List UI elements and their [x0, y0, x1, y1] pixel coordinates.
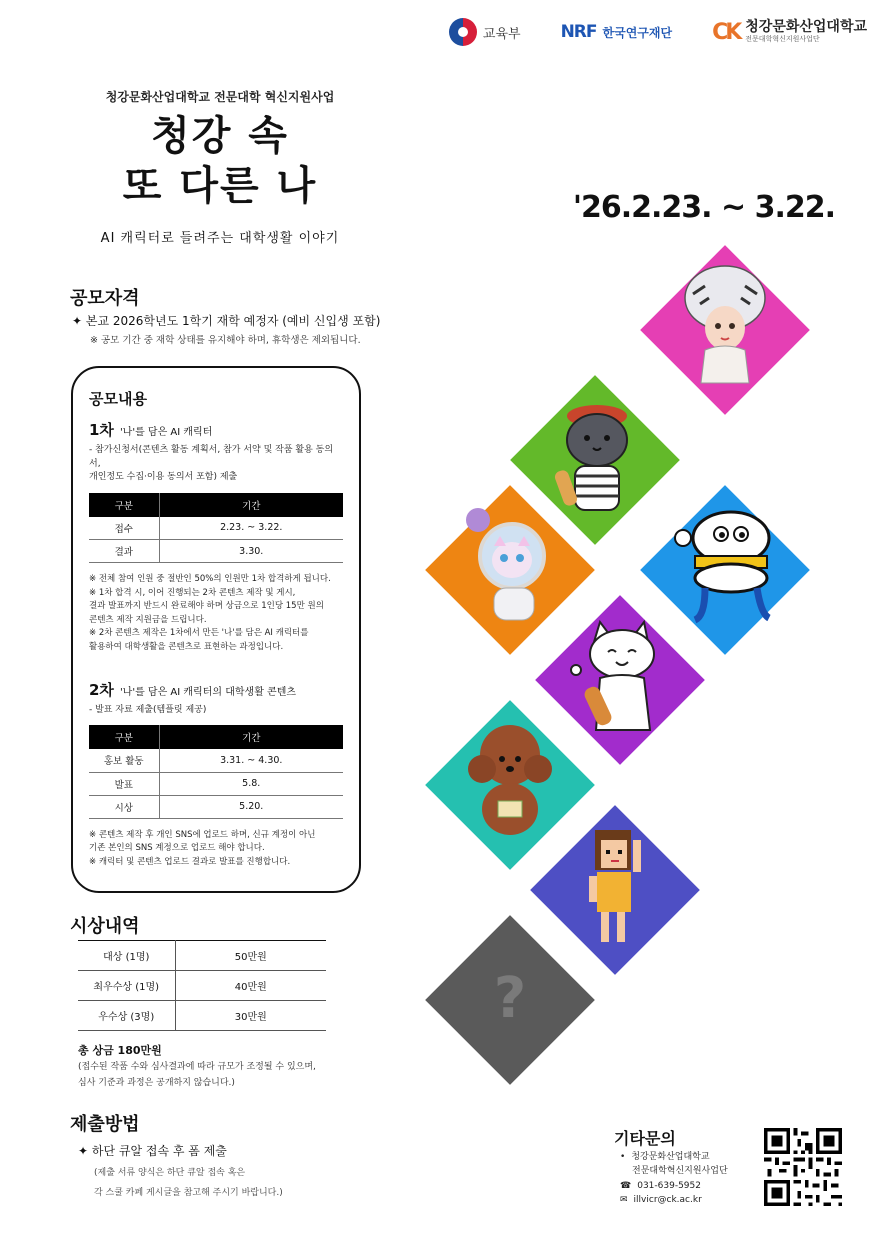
contact-org-line: 청강문화산업대학교: [631, 1152, 710, 1162]
table-cell: 결과: [89, 540, 159, 563]
contents-box: [71, 366, 361, 893]
round1-desc: [89, 444, 343, 485]
ck-sub: 전문대학혁신지원사업단: [745, 34, 820, 43]
award-amount: 50만원: [175, 941, 326, 971]
eligibility-text: 본교 2026학년도 1학기 재학 예정자 (예비 신입생 포함): [85, 314, 381, 328]
table-row: [89, 517, 343, 540]
submission-note: [94, 1164, 283, 1204]
table-row: [89, 540, 343, 563]
org-line: 청강문화산업대학교 전문대학 혁신지원사업: [105, 90, 335, 104]
prize-note: [78, 1060, 316, 1092]
note-line: 결과 발표까지 반드시 완료해야 하며 상금으로 1인당 15만 원의: [89, 601, 324, 612]
phone-number: 031-639-5952: [637, 1180, 701, 1191]
round2-notes: [89, 829, 343, 870]
contact-org-line: 전문대학혁신지원사업단: [632, 1166, 728, 1177]
note-line: 콘텐츠 제작 지원금을 드립니다.: [89, 614, 207, 625]
title-block: [70, 88, 370, 246]
award-name: 최우수상 (1명): [78, 971, 175, 1001]
round1-desc-line: - 참가신청서(콘텐츠 활동 계획서, 참가 서약 및 작품 활용 동의서,: [89, 445, 334, 469]
submission-item: [78, 1142, 227, 1159]
table-header: 구분: [89, 493, 159, 517]
table-row: [78, 971, 326, 1001]
round1-num: 1차: [89, 421, 114, 439]
note-line: 기존 본인의 SNS 계정으로 업로드 해야 합니다.: [89, 843, 265, 854]
date-range: '26.2.23. ~ 3.22.: [572, 190, 835, 225]
award-amount: 30만원: [175, 1001, 326, 1031]
burger-character-illustration: [665, 498, 785, 628]
contact-list: [620, 1150, 728, 1208]
note-line: ※ 캐릭터 및 콘텐츠 업로드 결과로 발표를 진행합니다.: [89, 856, 291, 867]
table-cell: 5.8.: [159, 772, 343, 795]
table-cell: 시상: [89, 795, 159, 818]
awards-table: [78, 940, 326, 1031]
award-name: 우수상 (3명): [78, 1001, 175, 1031]
round1-heading: [89, 419, 343, 440]
round1-name: '나'를 담은 AI 캐릭터: [119, 427, 213, 438]
note-line: 활용하여 대학생활을 콘텐츠로 표현하는 과정입니다.: [89, 641, 284, 652]
pixel-girl-illustration: [555, 818, 675, 948]
moe-logo: [449, 18, 521, 46]
phone-icon: ☎: [620, 1180, 632, 1191]
table-row: [89, 795, 343, 818]
contact-email[interactable]: [620, 1193, 728, 1207]
table-cell: 2.23. ~ 3.22.: [159, 517, 343, 540]
title-line-1: 청강 속: [151, 113, 289, 159]
table-header: 구분: [89, 725, 159, 749]
prize-note-line: 심사 기준과 과정은 공개하지 않습니다.): [78, 1077, 235, 1088]
round1-notes: [89, 573, 343, 655]
note-line: ※ 1차 합격 시, 이어 진행되는 2차 콘텐츠 제작 및 게시,: [89, 587, 296, 598]
round2-num: 2차: [89, 680, 114, 699]
contents-title: 공모내용: [89, 390, 147, 408]
note-line: ※ 2차 콘텐츠 제작은 1차에서 만든 '나'를 담은 AI 캐릭터를: [89, 628, 309, 639]
sparkle-icon: ✦: [78, 1144, 89, 1158]
nrf-mark: NRF: [560, 22, 597, 42]
contact-title: 기타문의: [614, 1129, 676, 1148]
header-logos: [449, 18, 867, 46]
note-line: ※ 전체 참여 인원 중 절반인 50%의 인원만 1차 합격하게 됩니다.: [89, 574, 331, 584]
note-line: ※ 콘텐츠 제작 후 개인 SNS에 업로드 하며, 신규 계정이 아닌: [89, 829, 316, 840]
round2-name: '나'를 담은 AI 캐릭터의 대학생활 콘텐츠: [119, 686, 297, 698]
table-cell: 발표: [89, 772, 159, 795]
poodle-illustration: [450, 713, 570, 843]
table-cell: 5.20.: [159, 795, 343, 818]
eligibility-title: 공모자격: [70, 288, 140, 309]
nrf-label: 한국연구재단: [602, 25, 673, 40]
award-name: 대상 (1명): [78, 941, 175, 971]
table-header: 기간: [159, 725, 343, 749]
table-row: [89, 772, 343, 795]
table-row: [89, 749, 343, 772]
title-line-2: 또 다른 나: [122, 163, 318, 209]
ck-mark: CK: [712, 19, 740, 45]
eligibility-item: [72, 312, 380, 329]
contact-phone: [620, 1179, 728, 1193]
bullet-icon: •: [620, 1152, 626, 1162]
round2-heading: [89, 679, 343, 700]
submission-text: 하단 큐알 접속 후 폼 제출: [91, 1144, 227, 1158]
eligibility-note: ※ 공모 기간 중 재학 상태를 유지해야 하며, 휴학생은 제외됩니다.: [90, 335, 361, 346]
page-title: [70, 111, 370, 211]
table-row: [78, 941, 326, 971]
question-mark-icon: ?: [493, 966, 527, 1031]
qr-code[interactable]: [764, 1128, 842, 1206]
table-cell: 3.31. ~ 4.30.: [159, 749, 343, 772]
moe-label: 교육부: [482, 26, 521, 42]
table-cell: 3.30.: [159, 540, 343, 563]
taegeuk-icon: [449, 18, 477, 46]
astronaut-cat-illustration: [450, 498, 570, 628]
ck-logo: [712, 20, 867, 45]
award-amount: 40만원: [175, 971, 326, 1001]
tiger-hood-girl-illustration: [665, 258, 785, 388]
submission-title: 제출방법: [70, 1114, 140, 1135]
ck-name: 청강문화산업대학교: [745, 19, 867, 36]
contact-org: [620, 1150, 728, 1164]
round2-table: [89, 725, 343, 819]
table-row: [78, 1001, 326, 1031]
prize-total: 총 상금 180만원: [78, 1044, 162, 1057]
round2-desc: - 발표 자료 제출(템플릿 제공): [89, 704, 207, 715]
table-cell: 홍보 활동: [89, 749, 159, 772]
tagline: AI 캐릭터로 들려주는 대학생활 이야기: [100, 231, 340, 246]
nrf-logo: [561, 22, 673, 42]
table-cell: 접수: [89, 517, 159, 540]
white-cat-illustration: [560, 608, 680, 738]
submission-note-line: (제출 서류 양식은 하단 큐알 접속 혹은: [94, 1168, 246, 1178]
table-header: 기간: [159, 493, 343, 517]
prize-note-line: (접수된 작품 수와 심사결과에 따라 규모가 조정될 수 있으며,: [78, 1062, 316, 1072]
round1-desc-line: 개인정도 수집·이용 동의서 포함) 제출: [89, 472, 238, 482]
sparkle-icon: ✦: [72, 314, 83, 328]
submission-note-line: 각 스쿨 카페 게시글을 참고해 주시기 바랍니다.): [94, 1187, 283, 1198]
round1-table: [89, 493, 343, 564]
email-address[interactable]: illvicr@ck.ac.kr: [633, 1195, 702, 1206]
mail-icon: ✉: [620, 1195, 628, 1206]
awards-title: 시상내역: [70, 916, 140, 937]
